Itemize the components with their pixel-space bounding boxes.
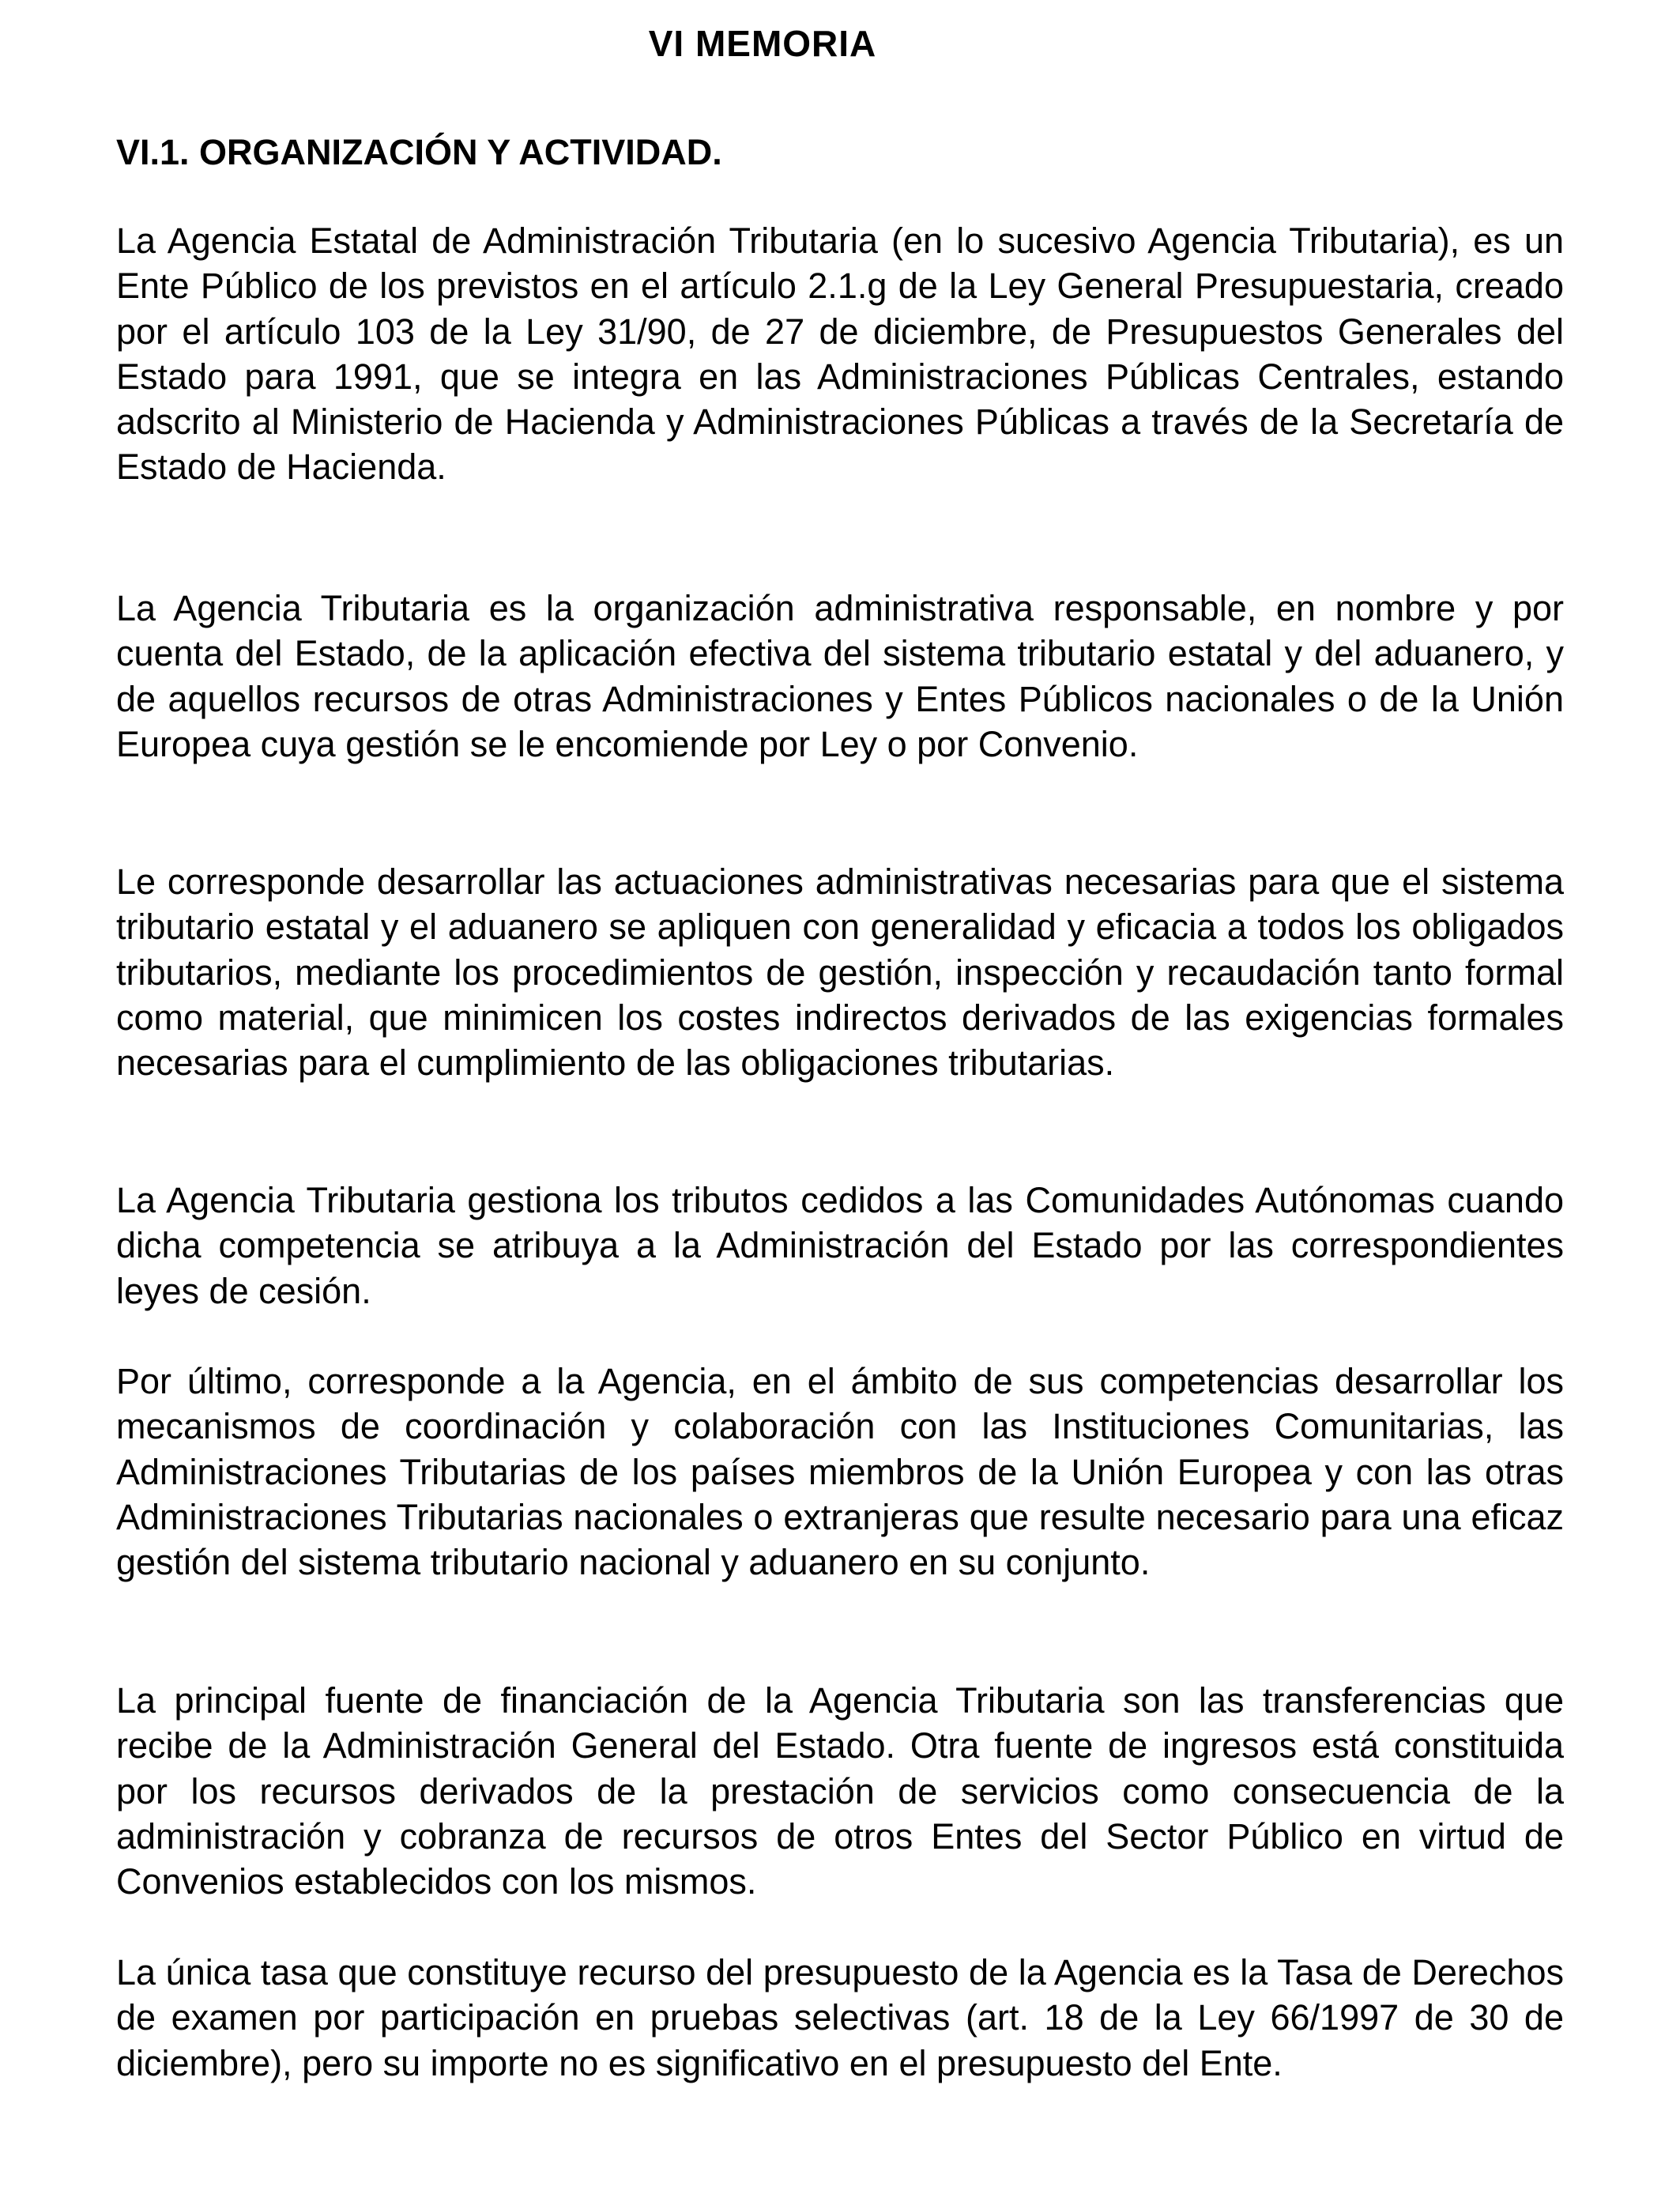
paragraph-organization: La Agencia Estatal de Administración Tributaria (en lo sucesivo Agencia Tributaria), es un Ente Público de los previstos en el artículo 2.1.g de la Ley General Presupuestaria, creado por el artículo 103 de la Ley 31/90, de 27 de diciembre, de Presupuestos Generales del Estado para 1991, que se integra en las Administraciones Públicas Centrales, estando adscrito al Ministerio de Hacienda y Administraciones Públicas a través de la Secretaría de Estado de Hacienda. (116, 221, 1564, 488)
paragraph-administrative-actions: Le corresponde desarrollar las actuaciones administrativas necesarias para que el sistema tributario estatal y el aduanero se apliquen con generalidad y eficacia a todos los obligados tributarios, mediante los procedimientos de gestión, inspección y recaudación tanto formal como material, que minimicen los costes indirectos derivados de las exigencias formales necesarias para el cumplimiento de las obligaciones tributarias. (116, 861, 1564, 1084)
paragraph-fee: La única tasa que constituye recurso del presupuesto de la Agencia es la Tasa de Derechos de examen por participación en pruebas selectivas (art. 18 de la Ley 66/1997 de 30 de diciembre), pero su importe no es significativo en el presupuesto del Ente. (116, 1952, 1564, 2083)
document-title: VI MEMORIA (648, 23, 877, 64)
paragraph-coordination: Por último, corresponde a la Agencia, en el ámbito de sus competencias desarrollar los mecanismos de coordinación y colaboración con las Instituciones Comunitarias, las Administraciones Tributarias de los países miembros de la Unión Europea y con las otras Administraciones Tributarias nacionales o extranjeras que resulte necesario para una eficaz gestión del sistema tributario nacional y aduanero en su conjunto. (116, 1361, 1564, 1583)
paragraph-ceded-taxes: La Agencia Tributaria gestiona los tributos cedidos a las Comunidades Autónomas cuando dicha competencia se atribuya a la Administración del Estado por las correspondientes leyes de cesión. (116, 1180, 1564, 1311)
paragraph-financing: La principal fuente de financiación de la Agencia Tributaria son las transferencias que recibe de la Administración General del Estado. Otra fuente de ingresos está constituida por los recursos derivados de la prestación de servicios como consecuencia de la administración y cobranza de recursos de otros Entes del Sector Público en virtud de Convenios establecidos con los mismos. (116, 1680, 1564, 1902)
paragraph-responsibility: La Agencia Tributaria es la organización administrativa responsable, en nombre y por cuenta del Estado, de la aplicación efectiva del sistema tributario estatal y del aduanero, y de aquellos recursos de otras Administraciones y Entes Públicos nacionales o de la Unión Europea cuya gestión se le encomiende por Ley o por Convenio. (116, 588, 1564, 764)
section-heading: VI.1. ORGANIZACIÓN Y ACTIVIDAD. (116, 132, 722, 172)
